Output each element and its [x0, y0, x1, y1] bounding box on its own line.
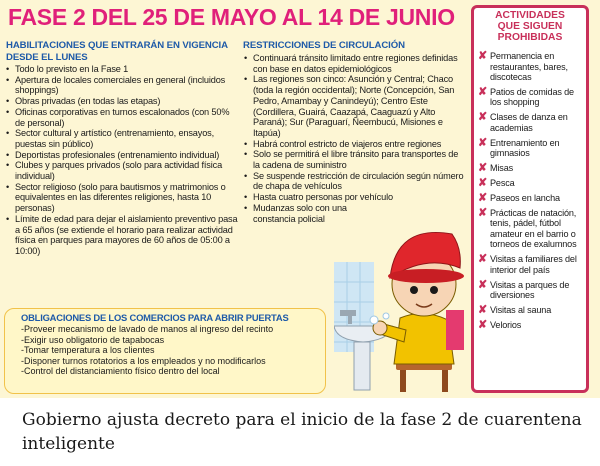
- list-item: -Tomar temperatura a los clientes: [21, 345, 155, 356]
- list-item: • Hasta cuatro personas por vehículo: [244, 192, 464, 203]
- cross-icon: ✘: [478, 318, 488, 331]
- cross-icon: ✘: [478, 50, 488, 62]
- habilitaciones-heading-line2: DESDE EL LUNES: [6, 52, 88, 63]
- cross-icon: ✘: [478, 253, 488, 266]
- restricciones-heading: RESTRICCIONES DE CIRCULACIÓN: [243, 40, 405, 51]
- cross-icon: ✘: [478, 111, 488, 124]
- list-item: • Obras privadas (en todas las etapas): [6, 96, 238, 107]
- list-item: • Mudanzas solo con una constancia policial: [244, 203, 374, 224]
- image-caption: Gobierno ajusta decreto para el inicio de la fase 2 de cuarentena inteligente: [22, 410, 582, 454]
- habilitaciones-heading: [6, 40, 236, 64]
- list-item: [478, 320, 582, 331]
- list-item: • Deportistas profesionales (entrenamiento individual): [6, 150, 238, 161]
- list-item-label: Visitas a familiares del interior del país: [490, 254, 577, 275]
- character-eye: [410, 286, 418, 294]
- list-item: [478, 163, 582, 174]
- list-item-label: Permanencia en restaurantes, bares, discotecas: [490, 51, 568, 82]
- list-item: -Exigir uso obligatorio de tapabocas: [21, 334, 165, 345]
- list-item: [478, 254, 582, 275]
- cross-icon: ✘: [478, 278, 488, 291]
- soap-bubble: [383, 313, 389, 319]
- list-item: • Continuará tránsito limitado entre regiones definidas con base en datos epidemiológicos: [244, 53, 464, 74]
- obligaciones-list: [21, 324, 319, 377]
- list-item: [478, 138, 582, 159]
- list-item-label: Visitas a parques de diversiones: [490, 279, 570, 301]
- prohibidas-list: [478, 51, 582, 330]
- restricciones-list: [244, 53, 464, 224]
- obligaciones-heading: OBLIGACIONES DE LOS COMERCIOS PARA ABRIR PUERTAS: [21, 312, 289, 323]
- list-item-label: Misas: [490, 163, 513, 174]
- list-item: [478, 51, 582, 83]
- list-item: • Todo lo previsto en la Fase 1: [6, 64, 238, 75]
- towel: [446, 310, 464, 350]
- soap-bubble: [370, 316, 378, 324]
- cross-icon: ✘: [478, 303, 488, 316]
- cross-icon: ✘: [478, 136, 488, 149]
- list-item-label: Entrenamiento en gimnasios: [490, 137, 560, 159]
- hat-brim: [388, 269, 464, 283]
- list-item-label: Clases de danza en academias: [490, 112, 568, 133]
- list-item: • Se suspende restricción de circulación según número de chapa de vehículos: [244, 171, 464, 192]
- list-item: • Apertura de locales comerciales en general (incluidos shoppings): [6, 75, 238, 96]
- habilitaciones-list: [6, 64, 238, 257]
- list-item-label: Velorios: [490, 319, 522, 330]
- list-item: [478, 178, 582, 189]
- list-item: [478, 193, 582, 204]
- list-item-label: Paseos en lancha: [490, 192, 560, 203]
- list-item: • Clubes y parques privados (solo para actividad física individual): [6, 160, 238, 181]
- illustration-frame: [334, 222, 468, 228]
- prohibidas-heading-line: QUE SIGUEN: [497, 21, 563, 32]
- list-item: • Oficinas corporativas en turnos escalonados (con 50% de personal): [6, 107, 238, 128]
- list-item: [478, 305, 582, 316]
- list-item: -Proveer mecanismo de lavado de manos al ingreso del recinto: [21, 324, 274, 334]
- list-item-label: Prácticas de natación, tenis, pádel, fútbol amateur en el barrio o torneos de exalumnos: [490, 207, 577, 250]
- list-item: [478, 208, 582, 250]
- list-item: -Disponer turnos rotatorios a los empleados y no modificarlos: [21, 355, 266, 366]
- list-item: • Habrá control estricto de viajeros entre regiones: [244, 139, 464, 150]
- character-eye: [430, 286, 438, 294]
- list-item: • Sector religioso (solo para bautismos y matrimonios o equivalentes en las diferentes religiones, hasta 10 personas): [6, 182, 238, 214]
- list-item: • Las regiones son cinco: Asunción y Central; Chaco (toda la región occidental); Norte (Concepción, San Pedro, Amambay y Canindeyú); Centro Este (Cordillera, Guairá, Caazapá, Caaguazú y Alto Paraná); Sur (Paraguarí, Ñeembucú, Misiones e Itapúa): [244, 74, 464, 138]
- obligaciones-box: [4, 308, 326, 394]
- hand-washing-illustration: [334, 222, 468, 394]
- infographic-title: FASE 2 DEL 25 DE MAYO AL 14 DE JUNIO: [8, 4, 455, 30]
- habilitaciones-heading-line1: HABILITACIONES QUE ENTRARÁN EN VIGENCIA: [6, 40, 228, 51]
- list-item: • Sector cultural y artístico (entrenamiento, ensayos, puestas sin público): [6, 128, 238, 149]
- stool-leg: [400, 370, 406, 392]
- cross-icon: ✘: [478, 191, 488, 204]
- cross-icon: ✘: [478, 206, 488, 219]
- cross-icon: ✘: [478, 176, 488, 189]
- list-item: • Límite de edad para dejar el aislamiento preventivo pasa a 65 años (se extiende el horario para realizar actividad física en parques para mayores de 60 años de 05:00 a 10:00): [6, 214, 238, 257]
- list-item-label: Patios de comidas de los shopping: [490, 86, 574, 108]
- sink-pedestal: [354, 342, 370, 390]
- cross-icon: ✘: [478, 162, 488, 175]
- prohibidas-heading: [478, 10, 582, 43]
- list-item: • Solo se permitirá el libre tránsito para transportes de la cadena de suministro: [244, 149, 464, 170]
- cross-icon: ✘: [478, 85, 488, 98]
- list-item-label: Visitas al sauna: [490, 304, 552, 315]
- list-item: -Control del distanciamiento físico dentro del local: [21, 366, 220, 377]
- prohibidas-panel: [471, 5, 589, 393]
- prohibidas-heading-line: PROHIBIDAS: [497, 32, 563, 43]
- stool-leg: [442, 370, 448, 392]
- list-item: [478, 87, 582, 108]
- list-item: [478, 280, 582, 301]
- list-item: [478, 112, 582, 133]
- prohibidas-heading-line: ACTIVIDADES: [495, 10, 565, 21]
- list-item-label: Pesca: [490, 177, 515, 188]
